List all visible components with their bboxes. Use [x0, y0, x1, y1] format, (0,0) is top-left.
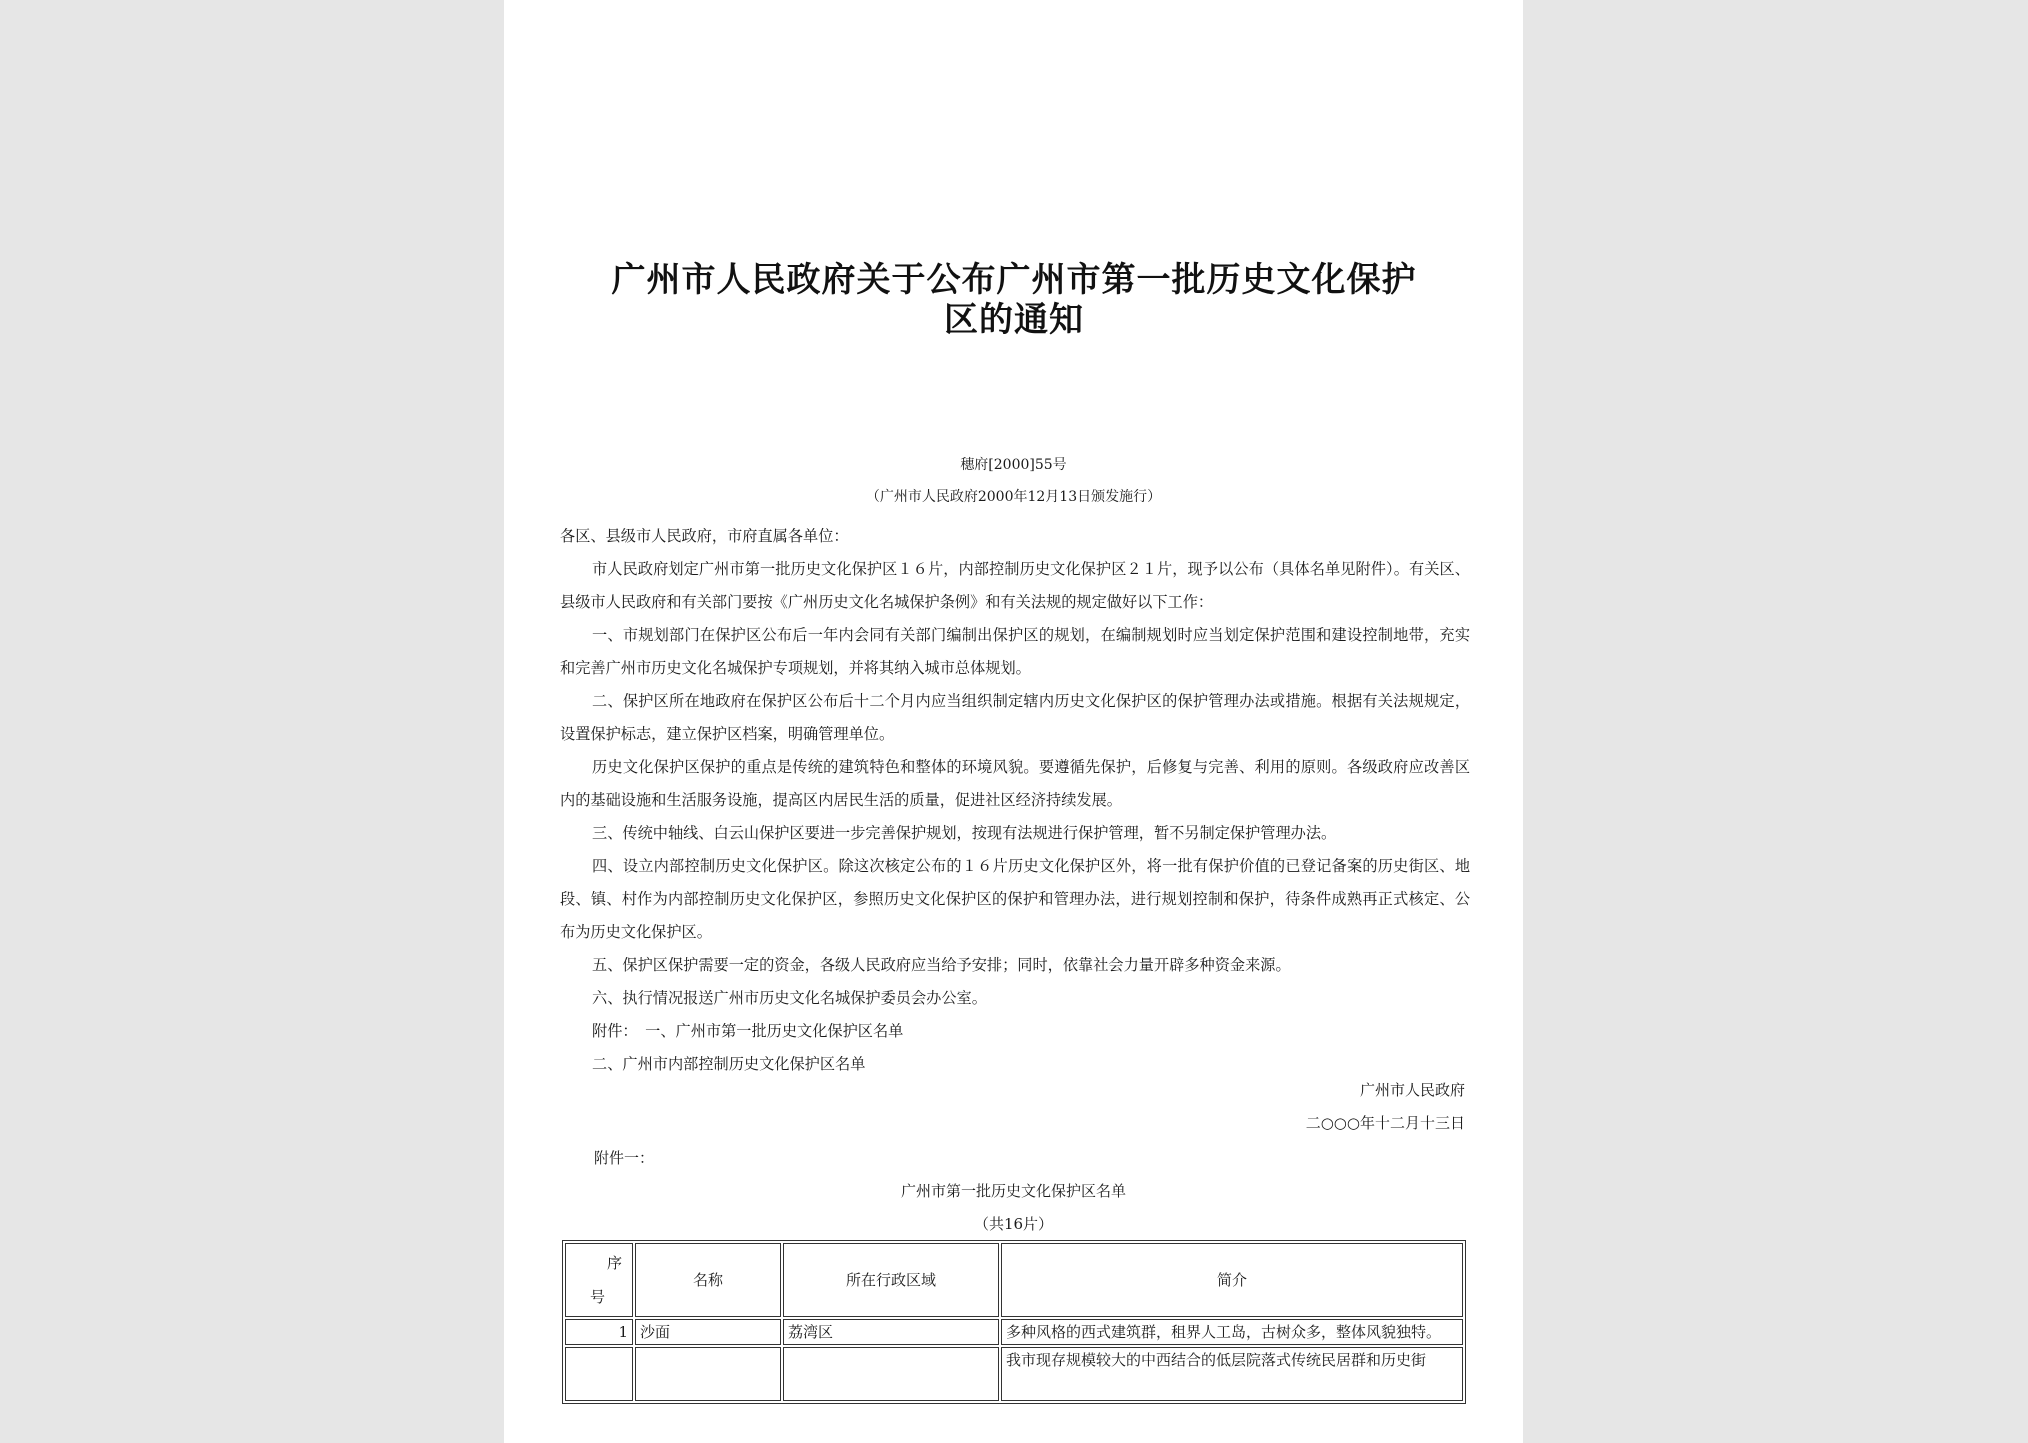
paragraph: 三、传统中轴线、白云山保护区要进一步完善保护规划，按现有法规进行保护管理，暂不另制定保护管理办法。 [592, 824, 1337, 842]
cell-intro: 我市现存规模较大的中西结合的低层院落式传统民居群和历史街 [1001, 1347, 1463, 1401]
document-title [594, 260, 1434, 340]
header-no [565, 1243, 633, 1317]
attachment-list-item: 附件： 一、广州市第一批历史文化保护区名单 [592, 1022, 904, 1040]
paragraph: 四、设立内部控制历史文化保护区。除这次核定公布的１６片历史文化保护区外，将一批有保护价值的已登记备案的历史街区、地段、镇、村作为内部控制历史文化保护区，参照历史文化保护区的保护和管理办法，进行规划控制和保护，待条件成熟再正式核定、公布为历史文化保护区。 [560, 857, 1470, 941]
protection-zone-table [562, 1240, 1466, 1404]
header-intro: 简介 [1001, 1243, 1463, 1317]
paragraph: 市人民政府划定广州市第一批历史文化保护区１６片，内部控制历史文化保护区２１片，现予以公布（具体名单见附件）。有关区、县级市人民政府和有关部门要按《广州历史文化名城保护条例》和有关法规的规定做好以下工作： [560, 560, 1470, 611]
paragraph: 历史文化保护区保护的重点是传统的建筑特色和整体的环境风貌。要遵循先保护，后修复与完善、利用的原则。各级政府应改善区内的基础设施和生活服务设施，提高区内居民生活的质量，促进社区经济持续发展。 [560, 758, 1470, 809]
title-line-1: 广州市人民政府关于公布广州市第一批历史文化保护 [611, 260, 1417, 300]
header-no-line-2: 号 [590, 1288, 606, 1306]
table-row [565, 1319, 1463, 1345]
header-area: 所在行政区域 [783, 1243, 999, 1317]
cell-intro: 多种风格的西式建筑群，租界人工岛，古树众多，整体风貌独特。 [1001, 1319, 1463, 1345]
issue-note: （广州市人民政府2000年12月13日颁发施行） [865, 489, 1162, 505]
paragraph: 一、市规划部门在保护区公布后一年内会同有关部门编制出保护区的规划，在编制规划时应当划定保护范围和建设控制地带，充实和完善广州市历史文化名城保护专项规划，并将其纳入城市总体规划。 [560, 626, 1470, 677]
table-row [565, 1347, 1463, 1401]
cell-area [783, 1347, 999, 1401]
document-page [504, 0, 1523, 1443]
attachment-list-item: 二、广州市内部控制历史文化保护区名单 [592, 1055, 866, 1073]
document-body [560, 520, 1470, 1081]
attachment-label: 附件一： [594, 1149, 655, 1167]
paragraph: 六、执行情况报送广州市历史文化名城保护委员会办公室。 [592, 989, 987, 1007]
cell-name: 沙面 [635, 1319, 781, 1345]
signature-date: 二○○○年十二月十三日 [1305, 1114, 1465, 1132]
header-name: 名称 [635, 1243, 781, 1317]
title-line-2: 区的通知 [944, 300, 1084, 340]
paragraph: 五、保护区保护需要一定的资金，各级人民政府应当给予安排；同时，依靠社会力量开辟多种资金来源。 [592, 956, 1291, 974]
header-no-line-1: 序 [606, 1254, 622, 1272]
attachment-title: 广州市第一批历史文化保护区名单 [900, 1182, 1126, 1200]
attachment-subtitle: （共16片） [973, 1215, 1054, 1233]
table-header-row [565, 1243, 1463, 1317]
paragraph: 二、保护区所在地政府在保护区公布后十二个月内应当组织制定辖内历史文化保护区的保护管理办法或措施。根据有关法规规定，设置保护标志，建立保护区档案，明确管理单位。 [560, 692, 1470, 743]
cell-name [635, 1347, 781, 1401]
cell-no [565, 1347, 633, 1401]
protection-zone-table-wrap [562, 1240, 1466, 1443]
signature-organization: 广州市人民政府 [1359, 1081, 1465, 1099]
salutation: 各区、县级市人民政府，市府直属各单位： [560, 527, 849, 545]
cell-no: 1 [565, 1319, 633, 1345]
cell-area: 荔湾区 [783, 1319, 999, 1345]
document-number: 穗府[2000]55号 [960, 457, 1067, 473]
